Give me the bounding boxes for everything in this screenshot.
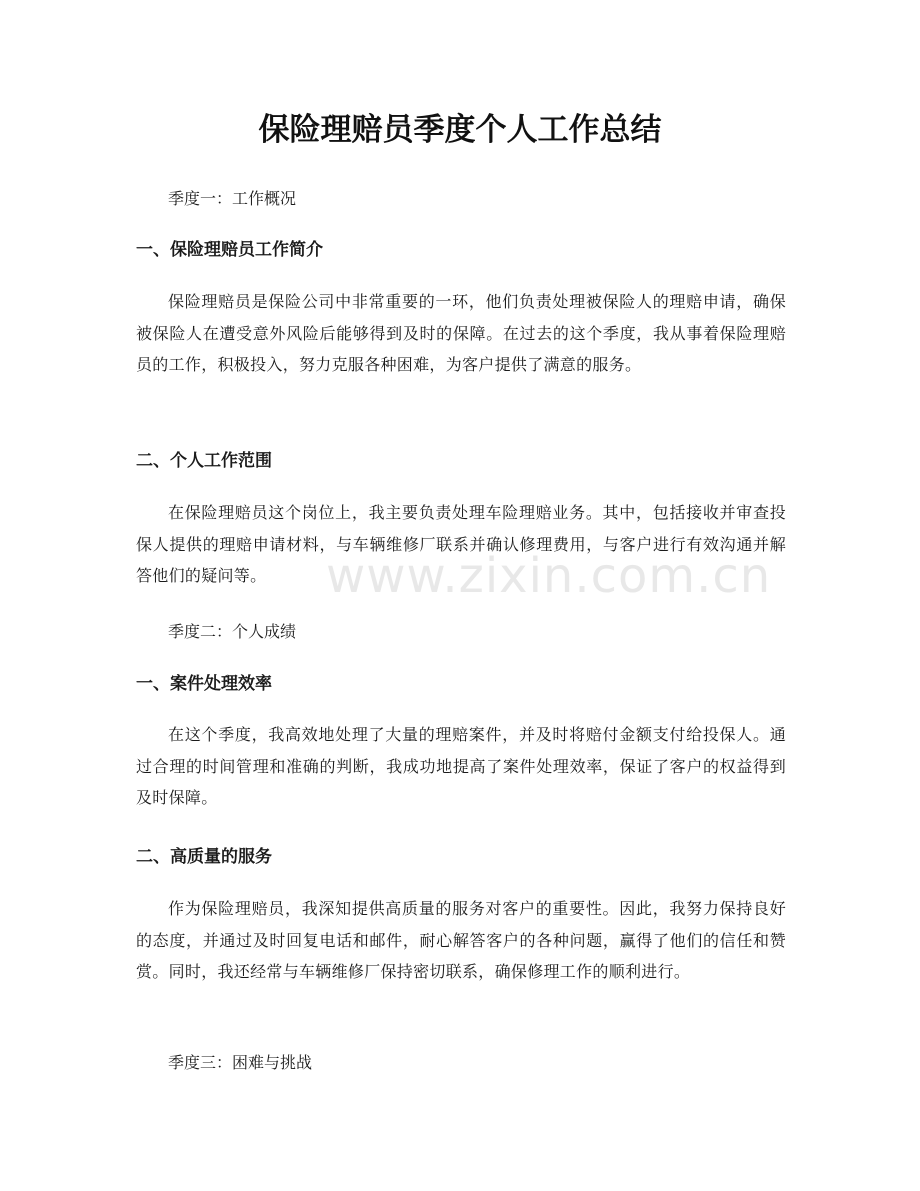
season-two-label: 季度二：个人成绩: [168, 622, 297, 641]
season-three-label: 季度三：困难与挑战: [168, 1053, 313, 1072]
paragraph-service: 作为保险理赔员，我深知提供高质量的服务对客户的重要性。因此，我努力保持良好的态度，并通过及时回复电话和邮件，耐心解答客户的各种问题，赢得了他们的信任和赞赏。同时，我还经常与车辆维修厂保持密切联系，确保修理工作的顺利进行。: [136, 899, 786, 981]
season-one-label: 季度一：工作概况: [168, 189, 297, 208]
paragraph-intro: 保险理赔员是保险公司中非常重要的一环，他们负责处理被保险人的理赔申请，确保被保险人在遭受意外风险后能够得到及时的保障。在过去的这个季度，我从事着保险理赔员的工作，积极投入，努力克服各种困难，为客户提供了满意的服务。: [136, 292, 786, 374]
section-heading-efficiency: 一、案件处理效率: [136, 674, 272, 694]
paragraph-scope: 在保险理赔员这个岗位上，我主要负责处理车险理赔业务。其中，包括接收并审查投保人提供的理赔申请材料，与车辆维修厂联系并确认修理费用，与客户进行有效沟通并解答他们的疑问等。: [136, 503, 786, 585]
document-title: 保险理赔员季度个人工作总结: [258, 112, 662, 148]
watermark-text: www.zixin.com.cn: [326, 548, 772, 604]
section-heading-intro: 一、保险理赔员工作简介: [136, 240, 323, 260]
section-heading-scope: 二、个人工作范围: [136, 451, 272, 471]
paragraph-efficiency: 在这个季度，我高效地处理了大量的理赔案件，并及时将赔付金额支付给投保人。通过合理的时间管理和准确的判断，我成功地提高了案件处理效率，保证了客户的权益得到及时保障。: [136, 725, 786, 807]
section-heading-service: 二、高质量的服务: [136, 847, 272, 867]
